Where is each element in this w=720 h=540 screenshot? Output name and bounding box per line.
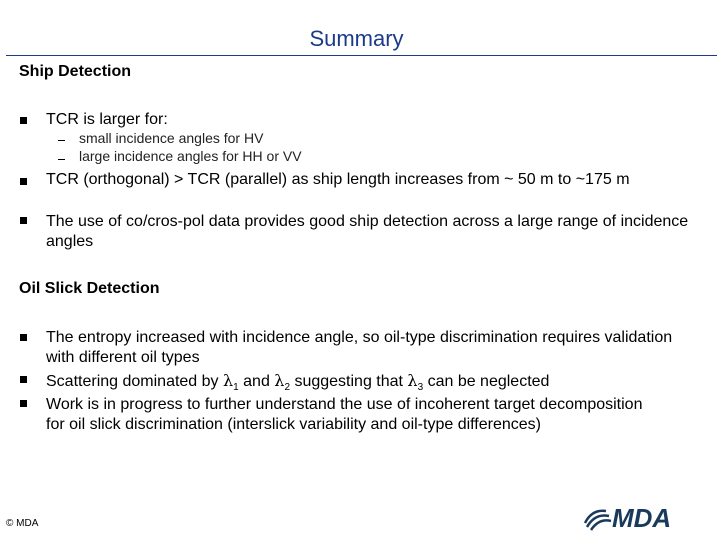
- bullet-marker: [20, 400, 27, 407]
- section-heading-oil-slick-detection: Oil Slick Detection: [19, 280, 160, 297]
- oil-bullet-3: Work is in progress to further understand the use of incoherent target decomposition for oil slick discrimination (interslick variability and oil-type differences): [46, 396, 643, 433]
- logo-text: MDA: [612, 503, 672, 531]
- bullet-marker: [20, 376, 27, 383]
- copyright-notice: © MDA: [6, 518, 39, 529]
- title-divider: [6, 55, 717, 56]
- ship-sub-bullet-2: large incidence angles for HH or VV: [79, 148, 302, 164]
- page-title: Summary: [309, 26, 404, 51]
- oil-bullet-2: Scattering dominated by $\lambda_1$ and $\lambda_2$ suggesting that $\lambda_3$ can be neglected: [46, 371, 550, 394]
- dash-marker: [58, 140, 65, 141]
- dash-marker: [58, 159, 65, 160]
- bullet-marker: [20, 117, 27, 124]
- bullet-marker: [20, 334, 27, 341]
- ship-bullet-1: TCR is larger for:: [46, 111, 168, 128]
- oil-bullet-1: The entropy increased with incidence angle, so oil-type discrimination requires validation with different oil types: [46, 329, 673, 366]
- ship-bullet-3: The use of co/cros-pol data provides good ship detection across a large range of incidence angles: [46, 213, 689, 250]
- section-heading-ship-detection: Ship Detection: [19, 63, 132, 80]
- bullet-marker: [20, 178, 27, 185]
- ship-sub-bullet-1: small incidence angles for HV: [79, 130, 264, 146]
- mda-logo: [582, 503, 697, 531]
- ship-bullet-2: TCR (orthogonal) > TCR (parallel) as ship length increases from ~ 50 m to ~175 m: [46, 171, 630, 188]
- bullet-marker: [20, 217, 27, 224]
